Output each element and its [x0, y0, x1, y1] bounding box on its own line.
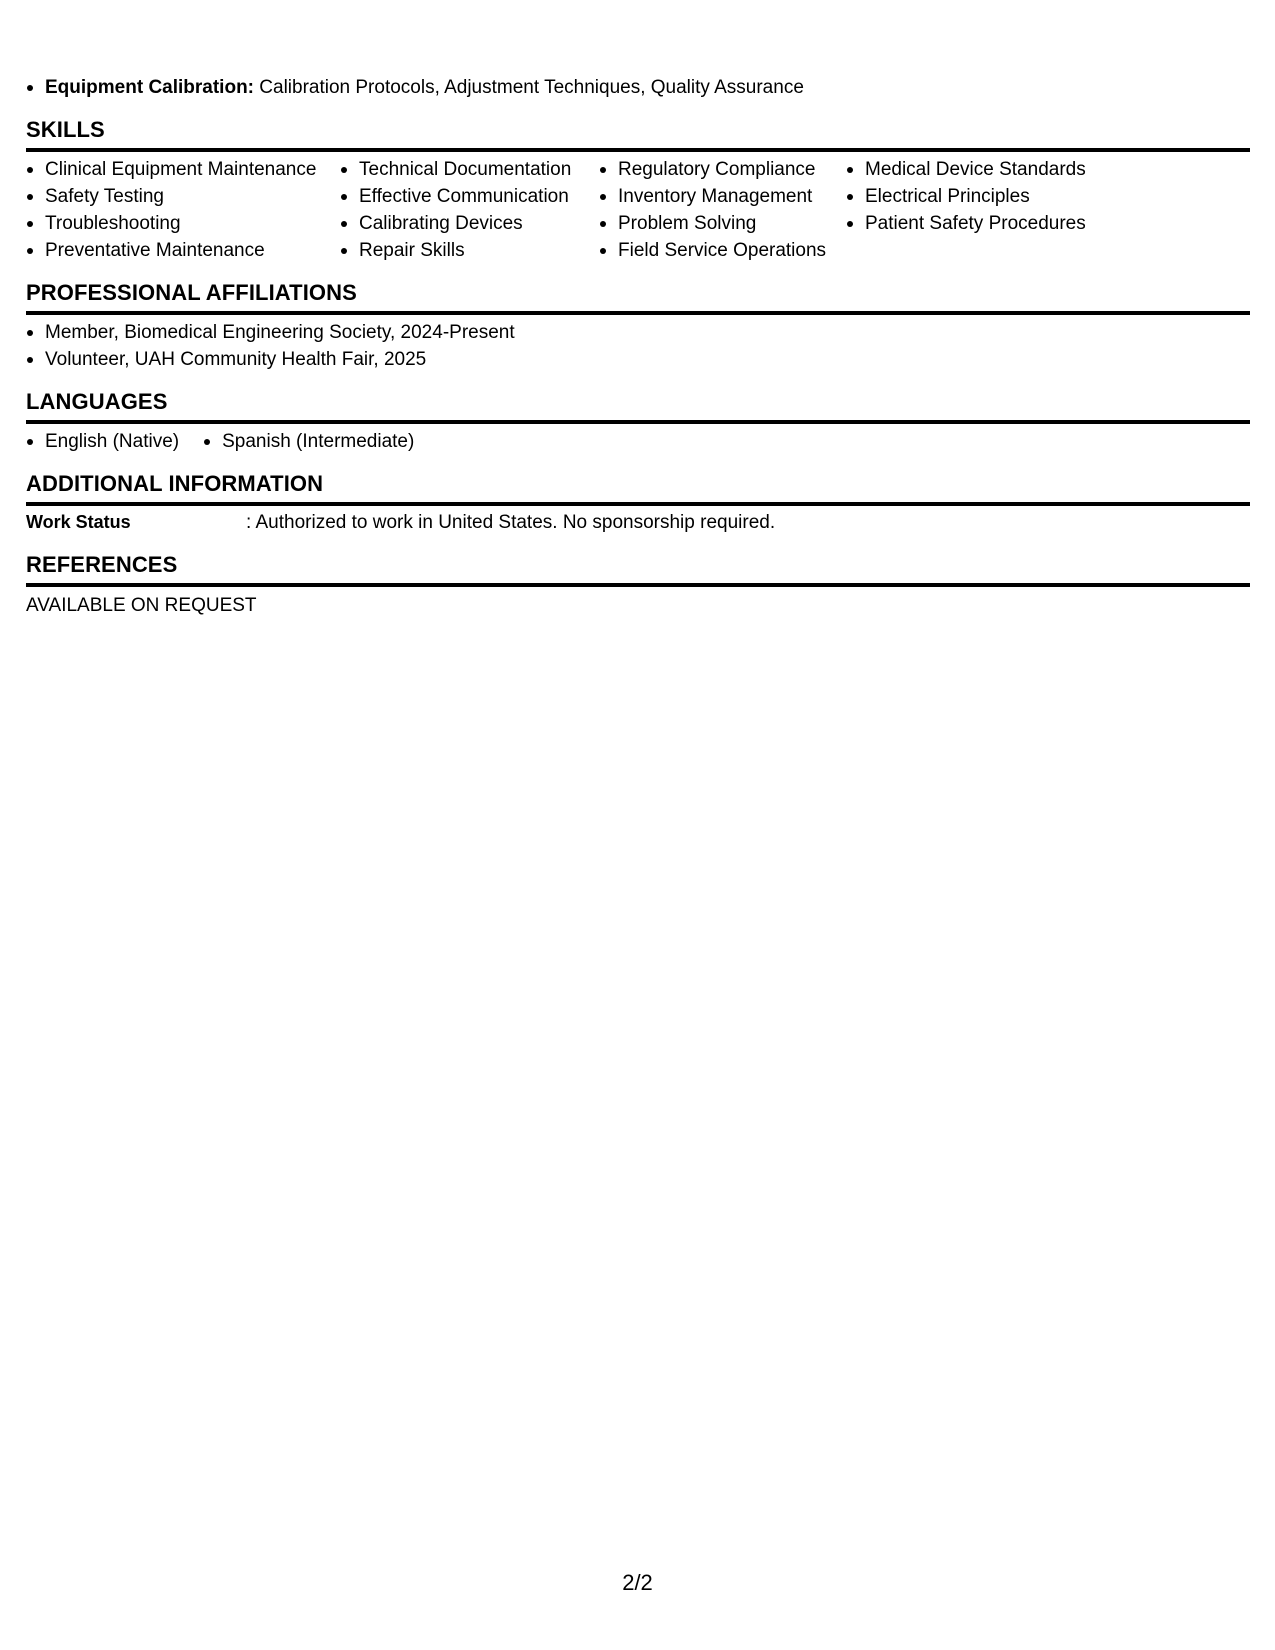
- skill-item: Effective Communication: [340, 183, 599, 210]
- expertise-label: Equipment Calibration:: [45, 77, 254, 98]
- languages-list: [26, 428, 1250, 455]
- expertise-text: Calibration Protocols, Adjustment Techniques, Quality Assurance: [254, 77, 804, 98]
- section-title-affiliations: PROFESSIONAL AFFILIATIONS: [26, 279, 1250, 315]
- language-item: Spanish (Intermediate): [203, 428, 414, 455]
- skill-item: Repair Skills: [340, 237, 599, 264]
- skill-item: Medical Device Standards: [846, 156, 1106, 183]
- languages-section: [26, 388, 1250, 455]
- skill-item: Technical Documentation: [340, 156, 599, 183]
- language-item: English (Native): [26, 428, 179, 455]
- section-title-skills: SKILLS: [26, 116, 1250, 152]
- skill-item: Patient Safety Procedures: [846, 210, 1106, 237]
- skill-item: Clinical Equipment Maintenance: [26, 156, 340, 183]
- affiliation-item: Member, Biomedical Engineering Society, 2024-Present: [26, 319, 1250, 346]
- list-item: [26, 74, 1250, 101]
- skills-section: [26, 116, 1250, 279]
- skills-grid: [26, 156, 1250, 264]
- skill-item: Safety Testing: [26, 183, 340, 210]
- skill-item: Inventory Management: [599, 183, 846, 210]
- work-status-label: Work Status: [26, 512, 131, 532]
- page-number: 2/2: [622, 1570, 653, 1595]
- affiliation-item: Volunteer, UAH Community Health Fair, 2025: [26, 346, 1250, 373]
- skills-column: [340, 156, 599, 264]
- skill-item: Preventative Maintenance: [26, 237, 340, 264]
- additional-info-section: [26, 470, 1250, 536]
- work-status-value: : Authorized to work in United States. No sponsorship required.: [246, 512, 776, 533]
- skill-item: Calibrating Devices: [340, 210, 599, 237]
- references-text: AVAILABLE ON REQUEST: [26, 595, 257, 616]
- skill-item: Field Service Operations: [599, 237, 846, 264]
- section-title-languages: LANGUAGES: [26, 388, 1250, 424]
- affiliations-list: [26, 319, 1250, 373]
- references-section: [26, 551, 1250, 619]
- work-status-row: [26, 509, 1250, 536]
- section-title-additional-info: ADDITIONAL INFORMATION: [26, 470, 1250, 506]
- skill-item: Electrical Principles: [846, 183, 1106, 210]
- skill-item: Regulatory Compliance: [599, 156, 846, 183]
- skills-column: [26, 156, 340, 264]
- affiliations-section: [26, 279, 1250, 373]
- expertise-list: [26, 74, 1250, 101]
- skill-item: Problem Solving: [599, 210, 846, 237]
- resume-page: [26, 74, 1250, 619]
- skills-column: [846, 156, 1106, 264]
- section-title-references: REFERENCES: [26, 551, 1250, 587]
- skills-column: [599, 156, 846, 264]
- skill-item: Troubleshooting: [26, 210, 340, 237]
